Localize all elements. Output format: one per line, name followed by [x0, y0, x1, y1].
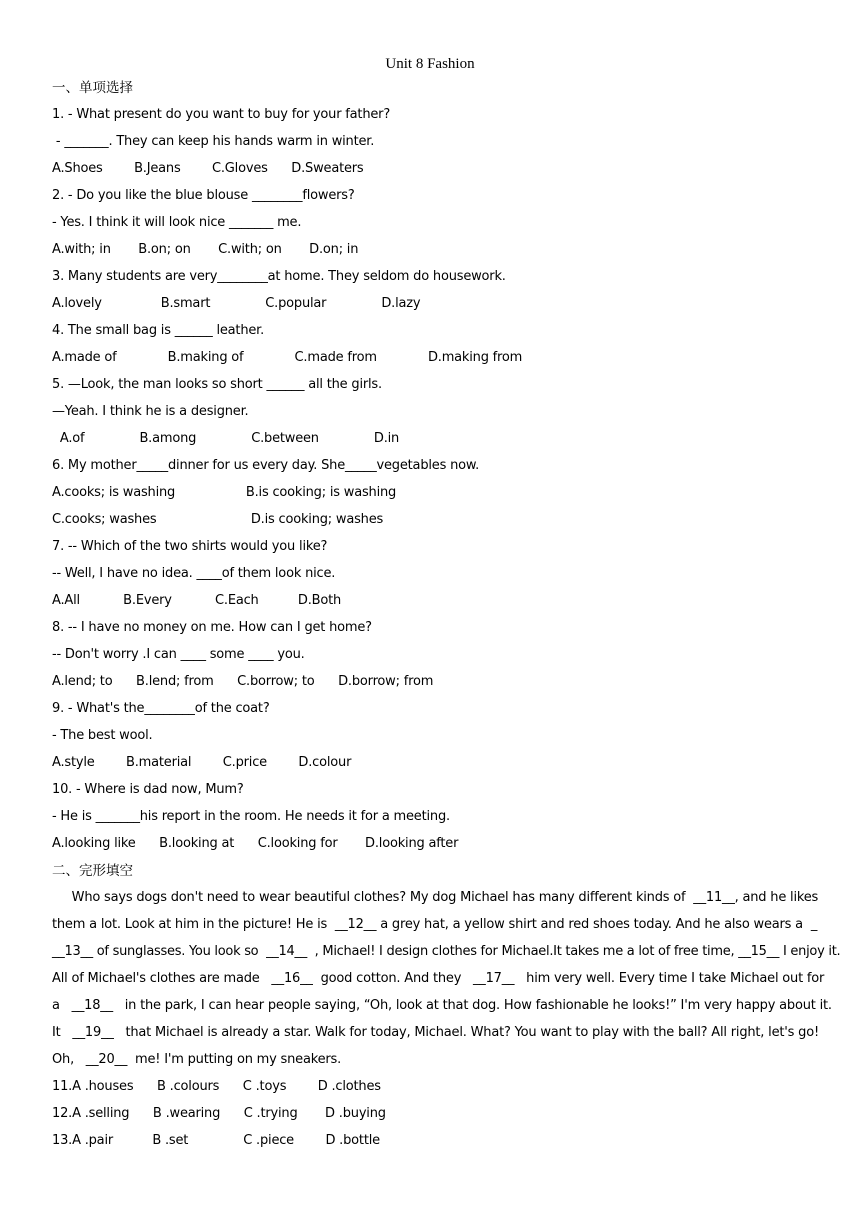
- question-2-options: A.with; in B.on; on C.with; on D.on; in: [52, 242, 359, 257]
- question-1-response: - _______. They can keep his hands warm in winter.: [52, 134, 375, 149]
- question-1-options: A.Shoes B.Jeans C.Gloves D.Sweaters: [52, 161, 364, 176]
- question-5-response: —Yeah. I think he is a designer.: [52, 404, 249, 419]
- passage-line-4: All of Michael's clothes are made __16__ good cotton. And they __17__ him very well. Every time I take Michael out for: [52, 971, 825, 986]
- passage-line-2: them a lot. Look at him in the picture! He is __12__ a grey hat, a yellow shirt and red shoes today. And he also wears a _: [52, 917, 818, 932]
- question-8-options: A.lend; to B.lend; from C.borrow; to D.borrow; from: [52, 674, 434, 689]
- question-9-options: A.style B.material C.price D.colour: [52, 755, 352, 770]
- question-2-response: - Yes. I think it will look nice _______ me.: [52, 215, 302, 230]
- question-2-stem: 2. - Do you like the blue blouse ________flowers?: [52, 188, 355, 203]
- question-9-stem: 9. - What's the________of the coat?: [52, 701, 270, 716]
- question-7-stem: 7. -- Which of the two shirts would you like?: [52, 539, 328, 554]
- passage-line-1: Who says dogs don't need to wear beautiful clothes? My dog Michael has many different kinds of __11__, and he likes: [52, 890, 819, 905]
- question-6-options-cd: C.cooks; washes D.is cooking; washes: [52, 512, 384, 527]
- question-10-stem: 10. - Where is dad now, Mum?: [52, 782, 244, 797]
- question-8-stem: 8. -- I have no money on me. How can I get home?: [52, 620, 372, 635]
- question-7-options: A.All B.Every C.Each D.Both: [52, 593, 342, 608]
- section-heading-multiple-choice: 一、单项选择: [52, 80, 133, 96]
- question-5-stem: 5. —Look, the man looks so short ______ all the girls.: [52, 377, 382, 392]
- worksheet-title: Unit 8 Fashion: [385, 56, 475, 72]
- question-10-response: - He is _______his report in the room. He needs it for a meeting.: [52, 809, 450, 824]
- passage-line-5: a __18__ in the park, I can hear people saying, “Oh, look at that dog. How fashionable he looks!” I'm very happy about it.: [52, 998, 832, 1013]
- question-10-options: A.looking like B.looking at C.looking for D.looking after: [52, 836, 459, 851]
- question-5-options: A.of B.among C.between D.in: [52, 431, 400, 446]
- question-4-options: A.made of B.making of C.made from D.making from: [52, 350, 523, 365]
- section-heading-cloze: 二、完形填空: [52, 863, 133, 879]
- question-3-stem: 3. Many students are very________at home. They seldom do housework.: [52, 269, 506, 284]
- question-9-response: - The best wool.: [52, 728, 153, 743]
- question-7-response: -- Well, I have no idea. ____of them look nice.: [52, 566, 336, 581]
- cloze-11-options: 11.A .houses B .colours C .toys D .clothes: [52, 1079, 381, 1094]
- question-3-options: A.lovely B.smart C.popular D.lazy: [52, 296, 421, 311]
- passage-line-3: __13__ of sunglasses. You look so __14__ , Michael! I design clothes for Michael.It takes me a lot of free time, __15__ I enjoy it.: [52, 944, 841, 959]
- question-6-stem: 6. My mother_____dinner for us every day. She_____vegetables now.: [52, 458, 480, 473]
- question-6-options-ab: A.cooks; is washing B.is cooking; is washing: [52, 485, 397, 500]
- cloze-12-options: 12.A .selling B .wearing C .trying D .buying: [52, 1106, 386, 1121]
- question-1-stem: 1. - What present do you want to buy for your father?: [52, 107, 391, 122]
- cloze-13-options: 13.A .pair B .set C .piece D .bottle: [52, 1133, 380, 1148]
- passage-line-6: It __19__ that Michael is already a star. Walk for today, Michael. What? You want to play with the ball? All right, let's go!: [52, 1025, 819, 1040]
- question-4-stem: 4. The small bag is ______ leather.: [52, 323, 265, 338]
- question-8-response: -- Don't worry .I can ____ some ____ you.: [52, 647, 305, 662]
- passage-line-7: Oh, __20__ me! I'm putting on my sneakers.: [52, 1052, 342, 1067]
